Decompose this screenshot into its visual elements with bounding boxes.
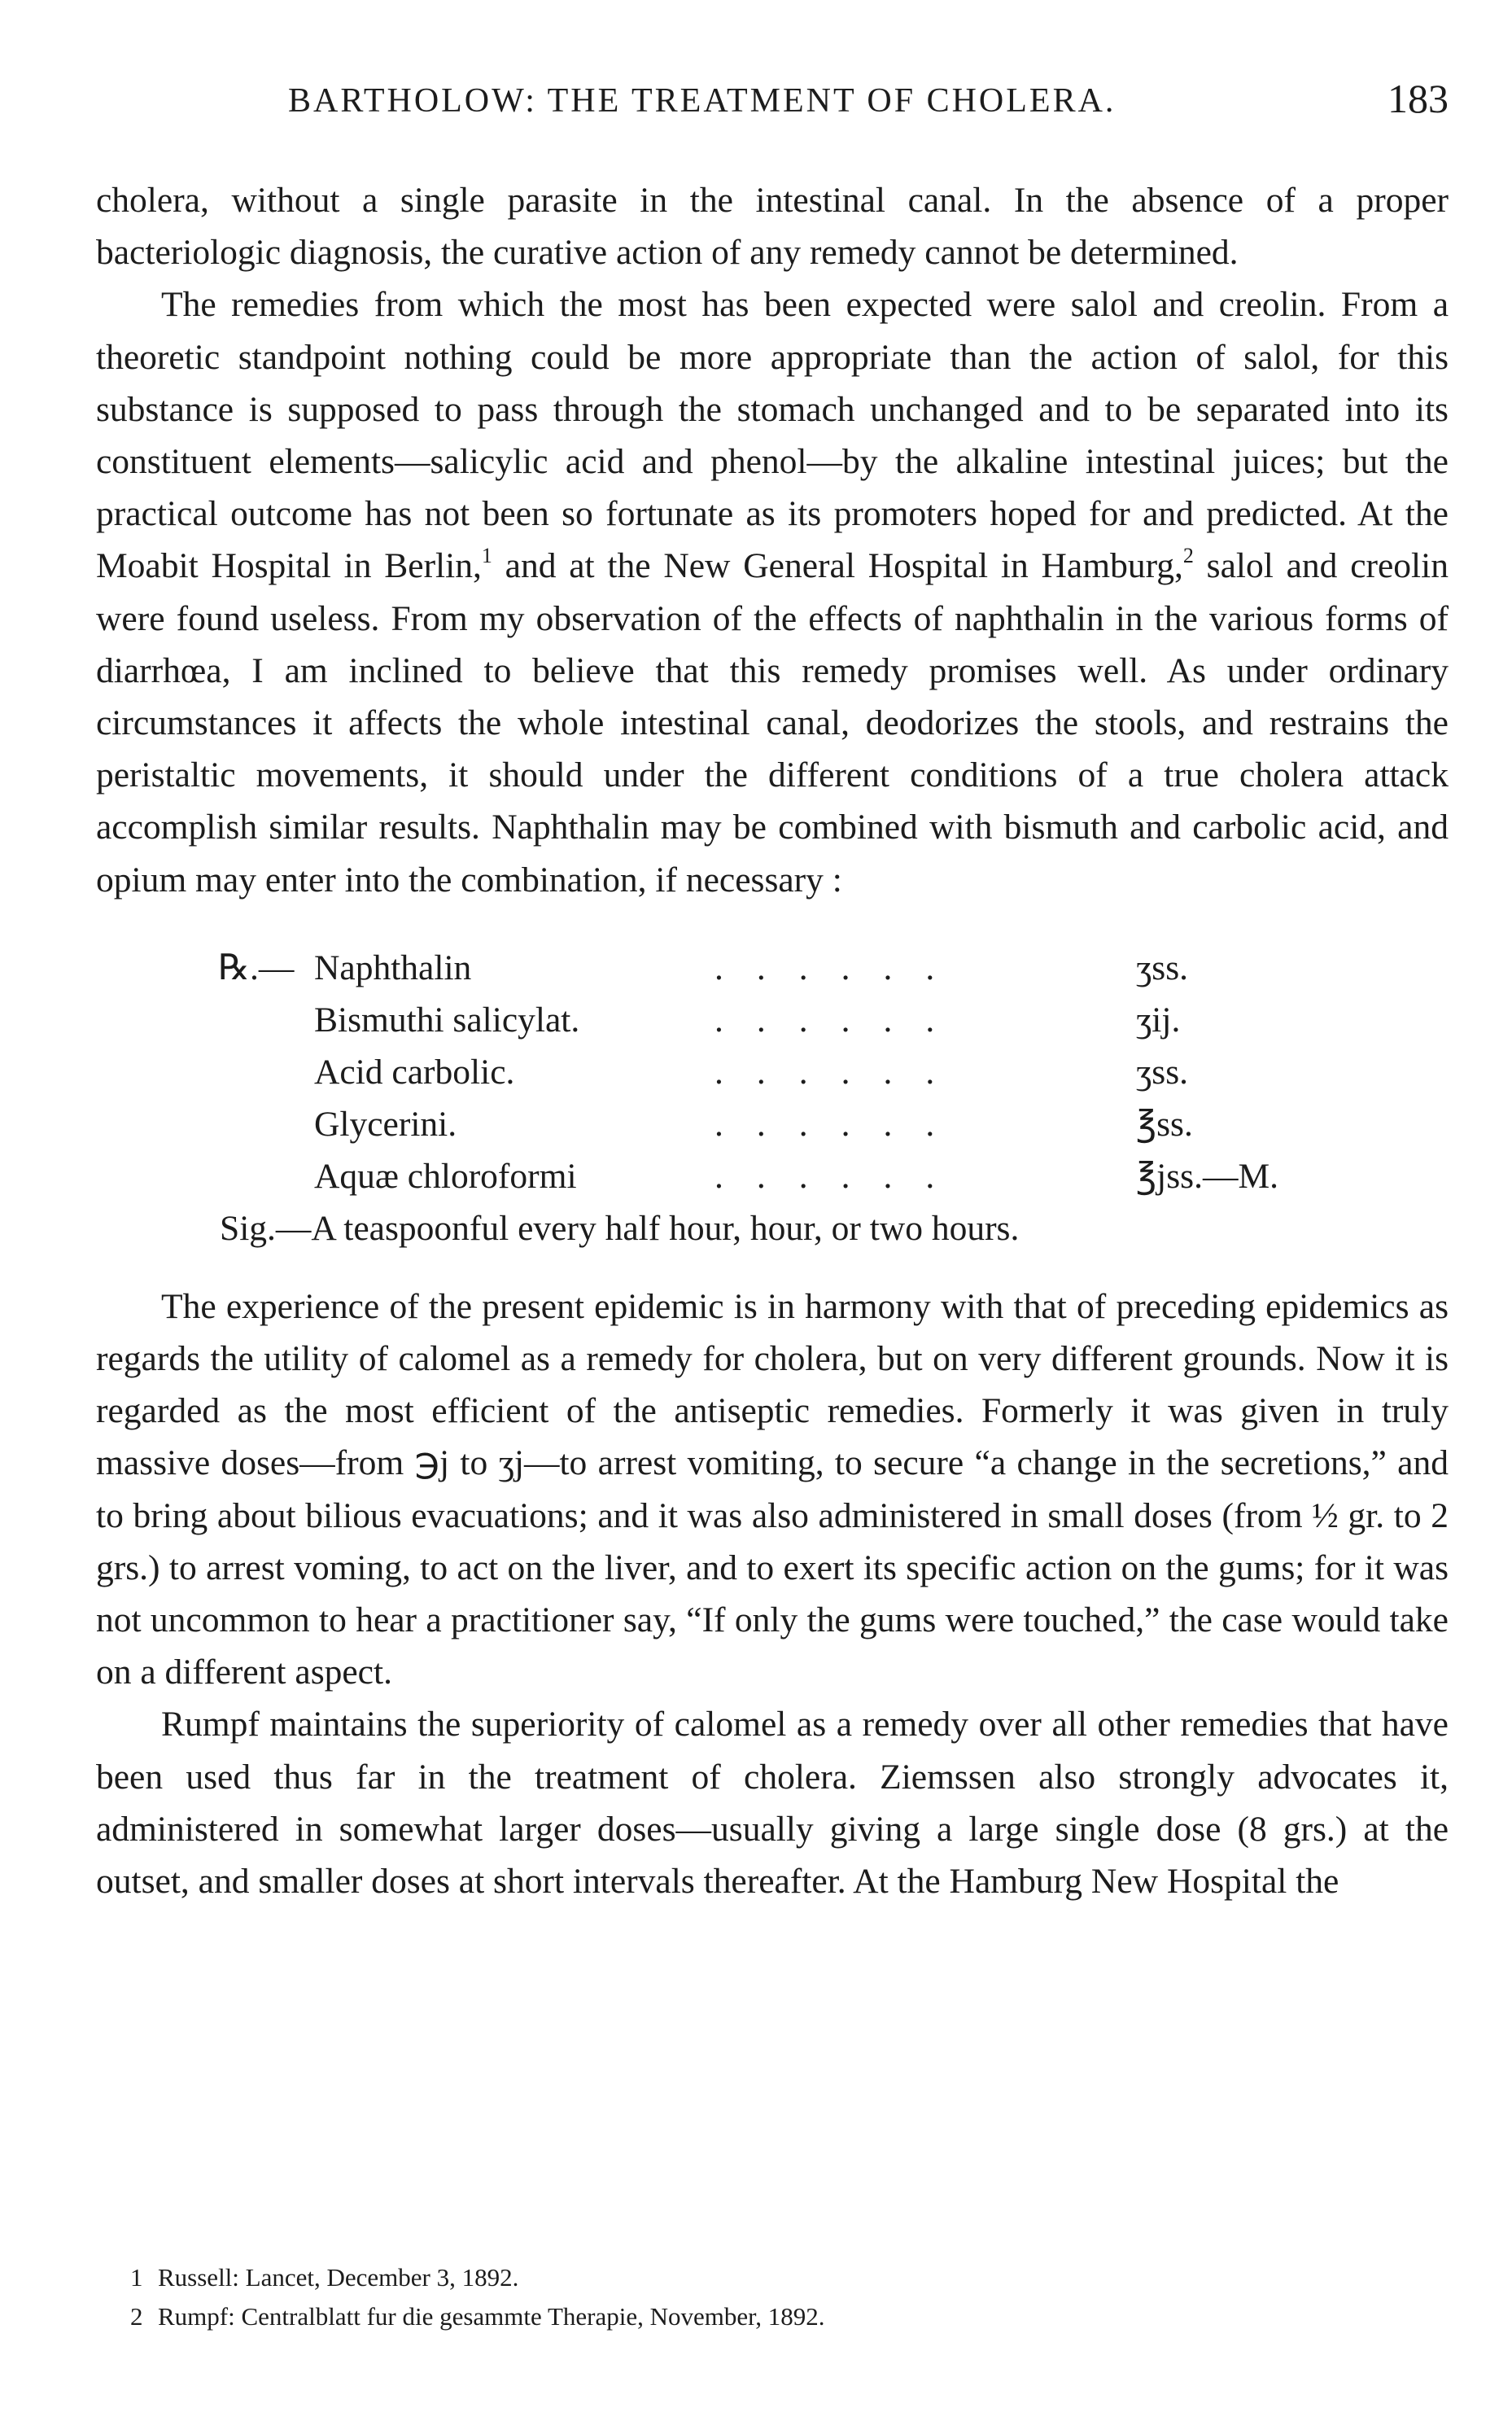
ingredient-name: Bismuthi salicylat. [314, 1000, 580, 1040]
footnote-ref-2: 2 [1182, 544, 1194, 568]
leader-dots: ...... [714, 1000, 968, 1040]
running-head: BARTHOLOW: THE TREATMENT OF CHOLERA. [288, 82, 1117, 120]
footnote [130, 2297, 824, 2336]
ingredient-dose: ℥jss.—M. [1136, 1156, 1278, 1196]
footnote [130, 2258, 824, 2297]
footnote-ref-1: 1 [481, 544, 492, 568]
body-text [96, 174, 1449, 1907]
footnotes [130, 2258, 824, 2336]
page-header [96, 75, 1449, 132]
page-number: 183 [1387, 76, 1449, 121]
prescription-signa: Sig.—A teaspoonful every half hour, hour, or two hours. [220, 1208, 1020, 1248]
paragraph-continuation: cholera, without a single parasite in the intestinal canal. In the absence of a proper bacteriologic diagnosis, the curative action of any remedy cannot be determined. [96, 181, 1449, 273]
paragraph-rumpf: Rumpf maintains the superiority of calomel as a remedy over all other remedies that have been used thus far in the treatment of cholera. Ziemssen also strongly advocates it, administered in somewhat larger doses—usually giving a large single dose (8 grs.) at the outset, and smaller doses at short intervals thereafter. At the Hamburg New Hospital the [96, 1705, 1449, 1902]
paragraph-remedies-text-b: and at the New General Hospital in Hamburg, [492, 546, 1183, 586]
footnote-text: Russell: Lancet, December 3, 1892. [158, 2263, 519, 2292]
paragraph-calomel: The experience of the present epidemic is in harmony with that of preceding epidemics as regards the utility of calomel as a remedy for cholera, but on very different grounds. Now it is regarded as the most efficient of the antiseptic remedies. Formerly it was given in truly massive doses—from ℈j to ʒj—to arrest vomiting, to secure “a change in the secretions,” and to bring about bilious evacuations; and it was also administered in small doses (from ½ gr. to 2 grs.) to arrest voming, to act on the liver, and to exert its specific action on the gums; for it was not uncommon to hear a practitioner say, “If only the gums were touched,” the case would take on a different aspect. [96, 1286, 1449, 1692]
prescription-signa-line [96, 1202, 1449, 1254]
prescription-line [96, 1150, 1449, 1202]
ingredient-name: Acid carbolic. [314, 1052, 515, 1092]
footnote-number: 2 [130, 2302, 143, 2331]
footnote-text: Rumpf: Centralblatt fur die gesammte Therapie, November, 1892. [158, 2302, 825, 2331]
rx-symbol: ℞.— [218, 948, 295, 987]
leader-dots: ...... [714, 1104, 968, 1144]
paragraph-remedies [96, 278, 1449, 905]
ingredient-name: Glycerini. [314, 1104, 457, 1144]
prescription-line [96, 1046, 1449, 1098]
prescription [96, 942, 1449, 1254]
ingredient-dose: ʒss. [1136, 948, 1189, 987]
ingredient-name: Naphthalin [314, 948, 472, 987]
paragraph-remedies-text-c: salol and creolin were found useless. From my observation of the effects of naphthalin in the various forms of diarrhœa, I am inclined to believe that this remedy promises well. As under ordinary circumstances it affects the whole intestinal canal, deodorizes the stools, and restrains the peristaltic movements, it should under the different conditions of a true cholera attack accomplish similar results. Naphthalin may be combined with bismuth and carbolic acid, and opium may enter into the combination, if necessary : [96, 546, 1449, 900]
prescription-line [96, 994, 1449, 1046]
paragraph-remedies-text-a: The remedies from which the most has been expected were salol and creolin. From a theoretic standpoint nothing could be more appropriate than the action of salol, for this substance is supposed to pass through the stomach unchanged and to be separated into its constituent elements—salicylic acid and phenol—by the alkaline intestinal juices; but the practical outcome has not been so fortunate as its promoters hoped for and predicted. At the Moabit Hospital in Berlin, [96, 285, 1449, 586]
leader-dots: ...... [714, 1156, 968, 1196]
ingredient-dose: ʒij. [1136, 1000, 1181, 1040]
leader-dots: ...... [714, 948, 968, 987]
prescription-line [96, 1098, 1449, 1150]
ingredient-name: Aquæ chloroformi [314, 1156, 577, 1196]
leader-dots: ...... [714, 1052, 968, 1092]
ingredient-dose: ℥ss. [1136, 1104, 1193, 1144]
footnote-number: 1 [130, 2263, 143, 2292]
ingredient-dose: ʒss. [1136, 1052, 1189, 1092]
prescription-line [96, 942, 1449, 994]
